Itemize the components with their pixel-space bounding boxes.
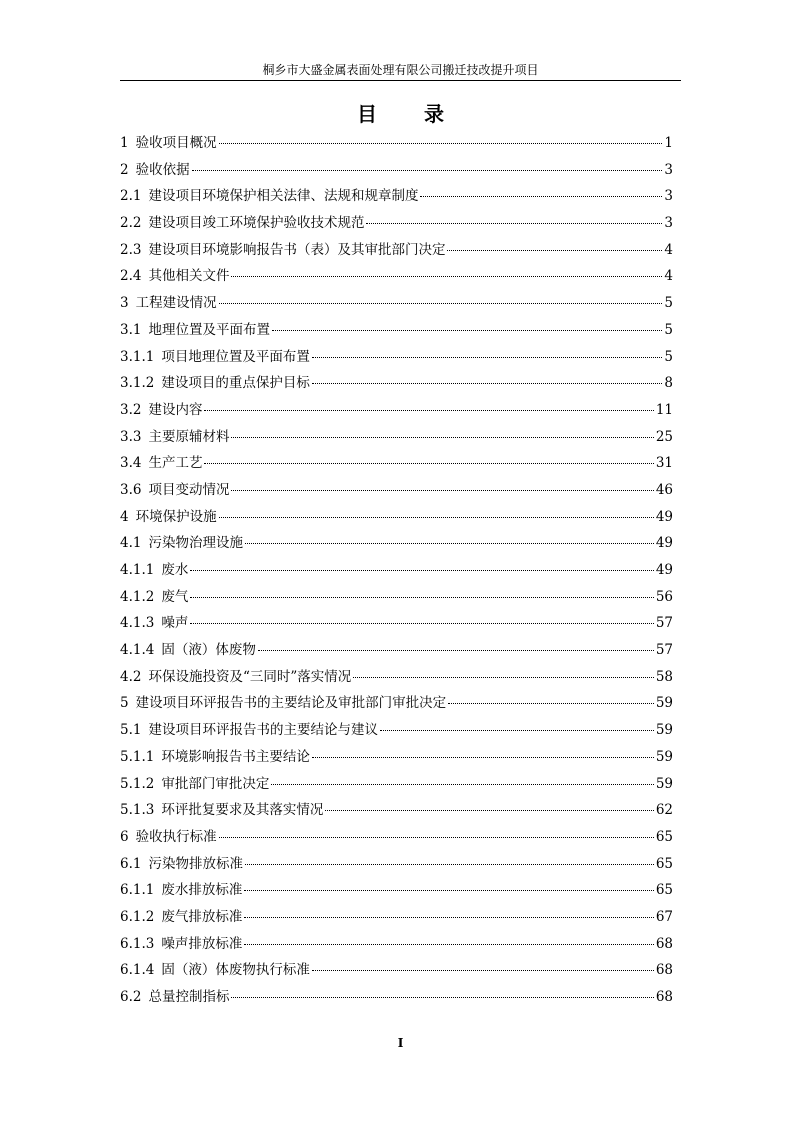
toc-dot-leader [219,303,663,304]
toc-entry-title: 建设项目竣工环境保护验收技术规范 [148,215,365,232]
toc-dot-leader [190,570,653,571]
toc-entry-title: 废气 [161,588,189,605]
toc-dot-leader [258,650,654,651]
toc-dot-leader [366,223,662,224]
toc-entry-page: 11 [655,401,673,418]
toc-dot-leader [231,276,662,277]
toc-entry-number: 3.3 [120,428,142,445]
toc-entry-page: 3 [664,188,673,205]
toc-entry[interactable] [120,504,673,531]
toc-dot-leader [244,917,653,918]
toc-entry-title: 其他相关文件 [148,268,230,285]
toc-entry[interactable] [120,530,673,557]
toc-entry-page: 58 [655,668,673,685]
toc-entry-page: 31 [655,455,673,472]
toc-entry-title: 工程建设情况 [135,295,217,312]
toc-entry[interactable] [120,610,673,637]
toc-entry-number: 6.1.3 [120,935,155,952]
toc-entry-page: 5 [664,321,673,338]
toc-dot-leader [204,463,653,464]
toc-title: 目 录 [357,102,464,126]
toc-entry[interactable] [120,984,673,1011]
toc-entry-title: 验收执行标准 [135,828,217,845]
toc-entry-title: 固（液）体废物执行标准 [161,962,310,979]
toc-dot-leader [244,944,653,945]
toc-entry-page: 5 [664,295,673,312]
toc-entry[interactable] [120,744,673,771]
toc-entry[interactable] [120,904,673,931]
toc-entry[interactable] [120,851,673,878]
toc-dot-leader [312,383,663,384]
toc-entry-page: 3 [664,161,673,178]
toc-entry-title: 环境影响报告书主要结论 [161,748,310,765]
toc-entry[interactable] [120,370,673,397]
toc-entry-page: 59 [655,722,673,739]
toc-entry[interactable] [120,290,673,317]
toc-entry[interactable] [120,397,673,424]
toc-entry[interactable] [120,210,673,237]
toc-entry[interactable] [120,237,673,264]
toc-dot-leader [190,597,653,598]
toc-entry-number: 2.1 [120,188,142,205]
toc-entry-title: 建设项目环境影响报告书（表）及其审批部门决定 [148,241,446,258]
toc-dot-leader [244,890,653,891]
toc-dot-leader [272,330,662,331]
toc-entry-number: 2 [120,161,129,178]
toc-entry-page: 59 [655,695,673,712]
toc-entry[interactable] [120,424,673,451]
toc-entry-title: 审批部门审批决定 [161,775,270,792]
toc-entry-number: 5.1.2 [120,775,155,792]
toc-dot-leader [325,810,653,811]
toc-dot-leader [420,196,662,197]
toc-entry-page: 49 [655,535,673,552]
toc-entry-number: 5.1.3 [120,802,155,819]
toc-entry-page: 57 [655,615,673,632]
toc-entry-title: 污染物排放标准 [148,855,243,872]
toc-entry-page: 25 [655,428,673,445]
toc-entry-title: 主要原辅材料 [148,428,230,445]
toc-entry-page: 5 [664,348,673,365]
toc-dot-leader [192,170,663,171]
toc-entry-page: 1 [664,135,673,151]
toc-entry-title: 环保设施投资及“三同时”落实情况 [148,668,352,685]
toc-entry-number: 5 [120,695,129,712]
toc-entry[interactable] [120,690,673,717]
toc-entry-title: 环境保护设施 [135,508,217,525]
toc-entry-title: 建设项目环境保护相关法律、法规和规章制度 [148,188,419,205]
toc-entry-title: 总量控制指标 [148,989,230,1005]
toc-entry-title: 建设项目环评报告书的主要结论及审批部门审批决定 [135,695,447,712]
toc-entry-number: 1 [120,135,129,151]
toc-entry-page: 65 [655,828,673,845]
toc-dot-leader [380,730,654,731]
toc-entry-title: 环评批复要求及其落实情况 [161,802,324,819]
toc-entry-number: 4.1.4 [120,642,155,659]
toc-dot-leader [312,970,654,971]
toc-dot-leader [231,437,653,438]
toc-entry-title: 噪声 [161,615,189,632]
toc-entry-number: 6.1.1 [120,882,155,899]
toc-list [120,130,673,1011]
toc-dot-leader [231,490,653,491]
toc-entry[interactable] [120,557,673,584]
toc-entry-number: 3.1 [120,321,142,338]
toc-entry[interactable] [120,637,673,664]
toc-entry[interactable] [120,824,673,851]
toc-entry-page: 8 [664,375,673,392]
toc-entry[interactable] [120,344,673,371]
toc-entry-page: 59 [655,775,673,792]
toc-dot-leader [219,517,654,518]
toc-entry-page: 68 [655,935,673,952]
toc-entry-page: 49 [655,562,673,578]
toc-entry-page: 65 [655,855,673,872]
toc-entry-title: 噪声排放标准 [161,935,243,952]
toc-entry-title: 建设内容 [148,401,203,418]
toc-entry-title: 项目变动情况 [148,481,230,498]
toc-entry-number: 5.1 [120,722,142,739]
toc-entry-number: 4 [120,508,129,525]
toc-entry-page: 68 [655,989,673,1005]
toc-dot-leader [447,250,662,251]
toc-entry-title: 验收项目概况 [135,135,217,151]
toc-dot-leader [271,784,653,785]
toc-dot-leader [190,623,653,624]
toc-entry-page: 68 [655,962,673,979]
toc-dot-leader [231,997,653,998]
toc-dot-leader [312,757,654,758]
toc-entry-page: 62 [655,802,673,819]
toc-entry[interactable] [120,797,673,824]
toc-entry-title: 废水排放标准 [161,882,243,899]
toc-entry[interactable] [120,877,673,904]
toc-entry-number: 3 [120,295,129,312]
toc-entry-title: 固（液）体废物 [161,642,256,659]
toc-entry-number: 6.1.4 [120,962,155,979]
toc-dot-leader [245,864,654,865]
toc-entry-number: 3.6 [120,481,142,498]
toc-entry[interactable] [120,450,673,477]
toc-entry-page: 4 [664,241,673,258]
toc-entry[interactable] [120,157,673,184]
header-rule [120,80,681,81]
toc-entry-number: 3.4 [120,455,142,472]
toc-entry-number: 4.1.3 [120,615,155,632]
toc-entry-number: 4.1.2 [120,588,155,605]
toc-dot-leader [219,143,663,144]
toc-entry-title: 污染物治理设施 [148,535,243,552]
toc-entry[interactable] [120,584,673,611]
toc-entry-page: 67 [655,908,673,925]
toc-entry-page: 57 [655,642,673,659]
toc-entry[interactable] [120,717,673,744]
toc-entry-number: 6.1 [120,855,142,872]
toc-entry[interactable] [120,130,673,157]
toc-entry-number: 2.2 [120,215,142,232]
toc-entry-number: 3.1.1 [120,348,155,365]
toc-entry-title: 项目地理位置及平面布置 [161,348,310,365]
toc-entry-title: 废气排放标准 [161,908,243,925]
toc-entry-page: 49 [655,508,673,525]
toc-entry-title: 建设项目的重点保护目标 [161,375,310,392]
running-header: 桐乡市大盛金属表面处理有限公司搬迁技改提升项目 [262,63,539,77]
toc-entry[interactable] [120,477,673,504]
toc-dot-leader [204,410,653,411]
toc-entry-number: 4.1 [120,535,142,552]
toc-entry-number: 2.3 [120,241,142,258]
toc-dot-leader [448,703,654,704]
toc-entry[interactable] [120,183,673,210]
toc-entry-page: 3 [664,215,673,232]
toc-entry-number: 6.2 [120,989,142,1005]
toc-dot-leader [219,837,654,838]
toc-entry-title: 废水 [161,562,189,578]
toc-entry-number: 5.1.1 [120,748,155,765]
toc-entry-number: 3.2 [120,401,142,418]
toc-entry-title: 验收依据 [135,161,190,178]
toc-entry-page: 59 [655,748,673,765]
toc-entry-title: 生产工艺 [148,455,203,472]
toc-dot-leader [353,677,654,678]
toc-entry-page: 46 [655,481,673,498]
page-number: I [397,1036,404,1050]
toc-entry[interactable] [120,664,673,691]
toc-dot-leader [312,357,663,358]
toc-entry-page: 56 [655,588,673,605]
toc-entry-title: 地理位置及平面布置 [148,321,270,338]
toc-entry[interactable] [120,263,673,290]
toc-entry-number: 4.2 [120,668,142,685]
toc-entry-page: 4 [664,268,673,285]
toc-entry-page: 65 [655,882,673,899]
toc-entry[interactable] [120,317,673,344]
toc-dot-leader [245,543,654,544]
toc-entry[interactable] [120,931,673,958]
toc-entry-number: 6.1.2 [120,908,155,925]
toc-entry-number: 4.1.1 [120,562,155,578]
toc-entry-number: 3.1.2 [120,375,155,392]
toc-entry[interactable] [120,957,673,984]
toc-entry-number: 2.4 [120,268,142,285]
toc-entry-number: 6 [120,828,129,845]
toc-entry[interactable] [120,771,673,798]
toc-entry-title: 建设项目环评报告书的主要结论与建议 [148,722,378,739]
